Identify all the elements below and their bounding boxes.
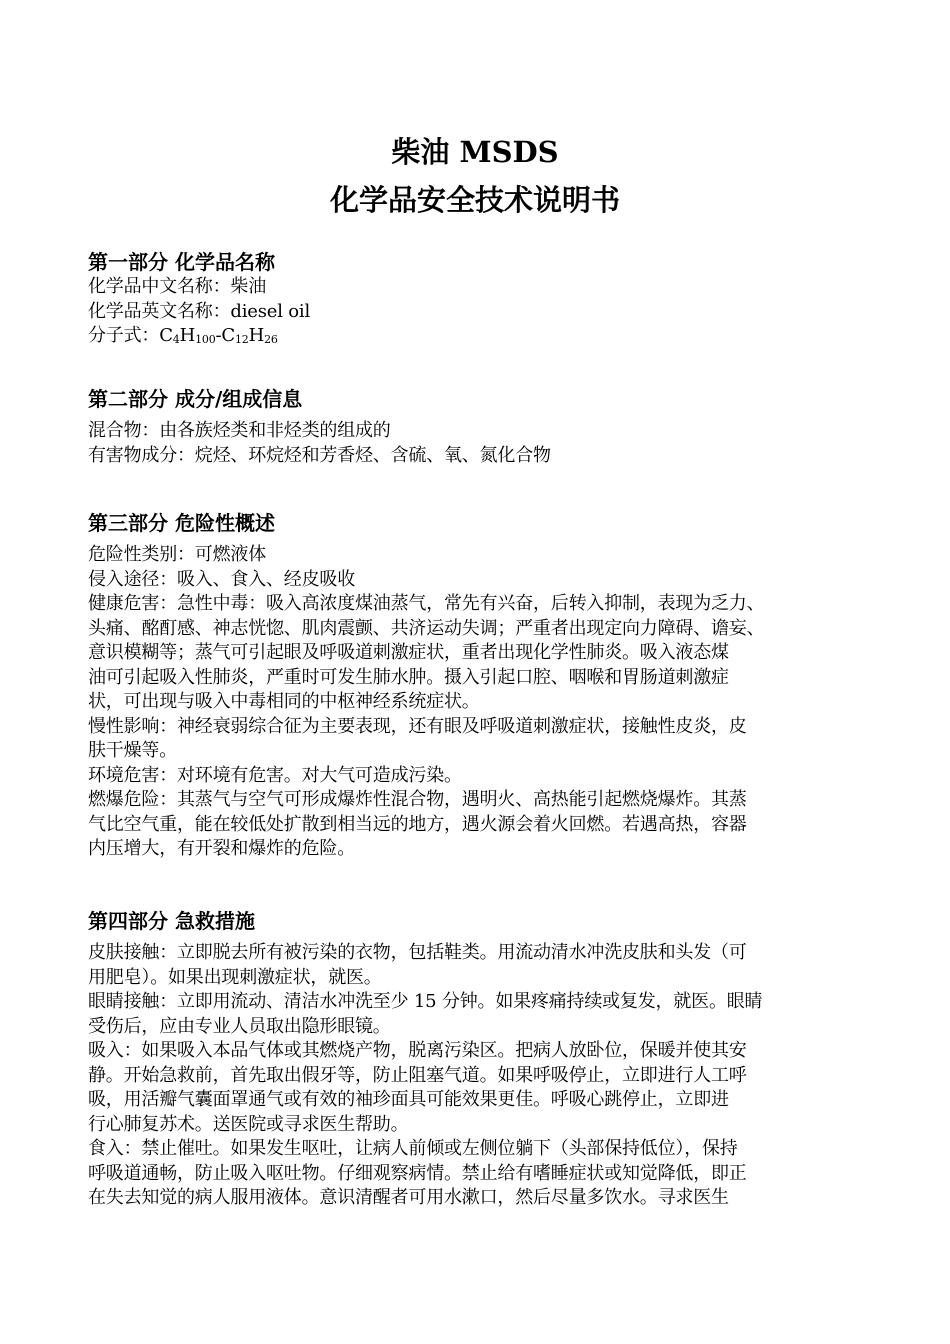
text-line: 侵入途径：吸入、食入、经皮吸收: [88, 568, 355, 590]
section-heading: 第二部分 成分/组成信息: [88, 387, 303, 411]
text-line: 健康危害：急性中毒：吸入高浓度煤油蒸气，常先有兴奋，后转入抑制，表现为乏力、: [88, 593, 765, 614]
document-subtitle: 化学品安全技术说明书: [329, 183, 620, 217]
section-hazards: [88, 510, 888, 862]
formula-prefix: 分子式：C: [88, 325, 173, 346]
text-line: 化学品英文名称：diesel oil: [88, 300, 311, 322]
text-line: 内压增大，有开裂和爆炸的危险。: [88, 838, 355, 859]
formula-subscript: 12: [234, 333, 249, 346]
formula-element: H: [179, 325, 196, 346]
text-line: 用肥皂）。如果出现刺激症状，就医。: [88, 966, 382, 988]
text-line: 燃爆危险：其蒸气与空气可形成爆炸性混合物，遇明火、高热能引起燃烧爆炸。其蒸: [88, 789, 747, 810]
formula-element: -C: [215, 325, 235, 346]
section-composition: [88, 386, 888, 468]
text-line: 环境危害：对环境有危害。对大气可造成污染。: [88, 764, 462, 786]
text-line: 有害物成分：烷烃、环烷烃和芳香烃、含硫、氧、氮化合物: [88, 444, 551, 466]
text-line: 气比空气重，能在较低处扩散到相当远的地方，遇火源会着火回燃。若遇高热，容器: [88, 813, 747, 835]
text-line: 行心肺复苏术。送医院或寻求医生帮助。: [88, 1113, 409, 1135]
molecular-formula: [88, 324, 888, 349]
formula-subscript: 4: [172, 333, 180, 346]
text-line: 危险性类别：可燃液体: [88, 544, 266, 565]
text-line: 慢性影响：神经衰弱综合征为主要表现，还有眼及呼吸道刺激症状，接触性皮炎，皮: [88, 715, 747, 737]
text-line: 皮肤接触：立即脱去所有被污染的衣物，包括鞋类。用流动清水冲洗皮肤和头发（可: [88, 942, 747, 963]
text-line: 食入：禁止催吐。如果发生呕吐，让病人前倾或左侧位躺下（头部保持低位），保持: [88, 1138, 738, 1159]
text-line: 呼吸道通畅，防止吸入呕吐物。仔细观察病情。禁止给有嗜睡症状或知觉降低，即正: [88, 1162, 747, 1184]
section-chemical-name: [88, 249, 888, 349]
formula-element: H: [248, 325, 265, 346]
text-line: 吸，用活瓣气囊面罩通气或有效的袖珍面具可能效果更佳。呼吸心跳停止，立即进: [88, 1089, 729, 1110]
text-line: 肤干燥等。: [88, 740, 177, 761]
section-heading: 第一部分 化学品名称: [88, 250, 275, 274]
text-line: 在失去知觉的病人服用液体。意识清醒者可用水漱口，然后尽量多饮水。寻求医生: [88, 1187, 729, 1208]
formula-subscript: 26: [264, 333, 278, 346]
text-line: 混合物：由各族烃类和非烃类的组成的: [88, 420, 391, 441]
section-heading: 第三部分 危险性概述: [88, 511, 275, 535]
document-title: 柴油 MSDS: [391, 135, 559, 169]
text-line: 状，可出现与吸入中毒相同的中枢神经系统症状。: [88, 691, 480, 712]
text-line: 眼睛接触：立即用流动、清洁水冲洗至少 15 分钟。如果疼痛持续或复发，就医。眼睛: [88, 991, 763, 1012]
formula-subscript: 100: [195, 333, 216, 346]
text-line: 吸入：如果吸入本品气体或其燃烧产物，脱离污染区。把病人放卧位，保暖并使其安: [88, 1040, 747, 1061]
section-heading: 第四部分 急救措施: [88, 909, 255, 933]
text-line: 静。开始急救前，首先取出假牙等，防止阻塞气道。如果呼吸停止，立即进行人工呼: [88, 1064, 747, 1086]
section-first-aid: [88, 908, 888, 1211]
text-line: 头痛、酩酊感、神志恍惚、肌肉震颤、共济运动失调；严重者出现定向力障碍、谵妄、: [88, 617, 765, 639]
text-line: 油可引起吸入性肺炎，严重时可发生肺水肿。摄入引起口腔、咽喉和胃肠道刺激症: [88, 666, 729, 688]
text-line: 受伤后，应由专业人员取出隐形眼镜。: [88, 1015, 391, 1037]
text-line: 化学品中文名称：柴油: [88, 276, 266, 297]
text-line: 意识模糊等；蒸气可引起眼及呼吸道刺激症状，重者出现化学性肺炎。吸入液态煤: [88, 642, 729, 663]
